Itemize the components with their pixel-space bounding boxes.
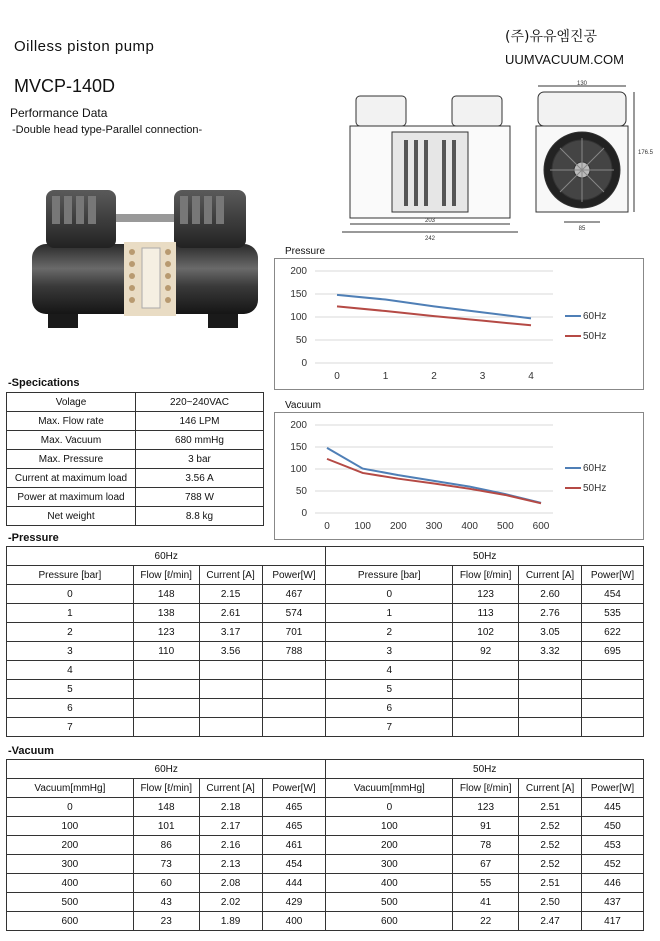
table-cell: 2.08 <box>199 874 262 893</box>
spec-value: 680 mmHg <box>136 431 264 450</box>
table-cell: 600 <box>326 912 453 931</box>
table-cell: 3.17 <box>199 623 262 642</box>
col-header: Pressure [bar] <box>326 566 453 585</box>
table-cell: 535 <box>581 604 643 623</box>
table-row <box>7 604 644 623</box>
legend-label: 60Hz <box>583 311 607 322</box>
table-cell: 0 <box>326 585 453 604</box>
y-tick-label: 100 <box>290 464 307 475</box>
table-cell <box>262 718 326 737</box>
table-cell: 123 <box>453 585 519 604</box>
x-tick-label: 1 <box>382 371 389 382</box>
table-cell: 2.52 <box>519 855 582 874</box>
table-cell <box>581 718 643 737</box>
table-cell: 2.17 <box>199 817 262 836</box>
table-cell: 454 <box>262 855 326 874</box>
table-row <box>7 642 644 661</box>
table-row <box>7 661 644 680</box>
spec-row <box>7 469 264 488</box>
y-tick-label: 0 <box>301 358 307 369</box>
table-cell: 4 <box>326 661 453 680</box>
table-cell: 3.05 <box>519 623 582 642</box>
spec-row <box>7 393 264 412</box>
table-cell: 465 <box>262 798 326 817</box>
table-cell: 2.13 <box>199 855 262 874</box>
col-header: Vacuum[mmHg] <box>7 779 134 798</box>
series-line-60hz <box>327 448 541 503</box>
table-cell: 2.60 <box>519 585 582 604</box>
table-cell: 446 <box>582 874 644 893</box>
pump-photo <box>28 182 260 334</box>
col-header: Flow [ℓ/min] <box>133 566 199 585</box>
spec-label: Max. Pressure <box>7 450 136 469</box>
col-header: Current [A] <box>519 779 582 798</box>
table-cell: 2.15 <box>199 585 262 604</box>
vacuum-chart <box>274 412 644 540</box>
table-cell: 300 <box>326 855 453 874</box>
spec-row <box>7 431 264 450</box>
table-cell: 1 <box>326 604 453 623</box>
table-cell: 22 <box>453 912 519 931</box>
table-cell: 0 <box>326 798 453 817</box>
table-cell: 2.16 <box>199 836 262 855</box>
table-cell: 500 <box>7 893 134 912</box>
table-cell: 6 <box>326 699 453 718</box>
vacuum-chart-title: Vacuum <box>285 400 321 411</box>
table-cell <box>262 699 326 718</box>
table-cell: 2.02 <box>199 893 262 912</box>
dim-length1-label: 203 <box>424 218 436 224</box>
legend-label: 60Hz <box>583 463 607 474</box>
table-cell: 67 <box>453 855 519 874</box>
model-name: MVCP-140D <box>14 76 116 96</box>
col-header: Current [A] <box>519 566 582 585</box>
x-tick-label: 600 <box>532 521 550 532</box>
table-cell: 2.47 <box>519 912 582 931</box>
table-cell: 148 <box>133 798 199 817</box>
specifications-table <box>6 392 264 526</box>
table-row <box>7 874 644 893</box>
performance-heading: Performance Data <box>10 106 108 120</box>
table-row <box>7 699 644 718</box>
table-cell: 2.61 <box>199 604 262 623</box>
table-cell <box>453 680 519 699</box>
table-cell: 3.56 <box>199 642 262 661</box>
spec-value: 788 W <box>136 488 264 507</box>
dim-length2-label: 242 <box>424 236 436 242</box>
table-cell: 100 <box>7 817 134 836</box>
col-header: Flow [ℓ/min] <box>453 566 519 585</box>
table-cell: 6 <box>7 699 134 718</box>
table-cell <box>453 661 519 680</box>
table-cell: 450 <box>582 817 644 836</box>
spec-value: 8.8 kg <box>136 507 264 526</box>
spec-row <box>7 450 264 469</box>
table-cell: 2 <box>326 623 453 642</box>
y-tick-label: 150 <box>290 289 307 300</box>
table-cell <box>581 680 643 699</box>
col-header: Power[W] <box>262 566 326 585</box>
col-header: Power[W] <box>581 566 643 585</box>
col-header: Current [A] <box>199 779 262 798</box>
performance-subheading: -Double head type-Parallel connection- <box>12 124 203 136</box>
col-header: Current [A] <box>199 566 262 585</box>
y-tick-label: 50 <box>295 335 307 346</box>
table-cell <box>133 699 199 718</box>
series-line-60hz <box>337 295 531 318</box>
dim-base-label: 85 <box>578 226 586 232</box>
table-cell: 86 <box>133 836 199 855</box>
table-cell <box>581 699 643 718</box>
table-cell: 1 <box>7 604 134 623</box>
table-cell: 2 <box>7 623 134 642</box>
table-cell: 0 <box>7 585 134 604</box>
col-header: Pressure [bar] <box>7 566 134 585</box>
table-cell: 701 <box>262 623 326 642</box>
table-cell: 2.52 <box>519 836 582 855</box>
table-cell: 400 <box>7 874 134 893</box>
table-cell <box>199 718 262 737</box>
table-cell: 2.76 <box>519 604 582 623</box>
table-cell: 123 <box>133 623 199 642</box>
table-cell <box>133 718 199 737</box>
y-tick-label: 200 <box>290 420 307 431</box>
company-name: (주)유유엠진공 <box>505 29 598 45</box>
table-row <box>7 623 644 642</box>
spec-label: Max. Flow rate <box>7 412 136 431</box>
pressure-chart-title: Pressure <box>285 246 326 257</box>
pressure-60hz-header: 60Hz <box>7 547 326 566</box>
table-cell: 417 <box>582 912 644 931</box>
legend-label: 50Hz <box>583 331 607 342</box>
table-cell: 453 <box>582 836 644 855</box>
col-header: Power[W] <box>582 779 644 798</box>
spec-value: 3.56 A <box>136 469 264 488</box>
table-cell: 200 <box>7 836 134 855</box>
table-cell: 0 <box>7 798 134 817</box>
table-cell: 300 <box>7 855 134 874</box>
x-tick-label: 0 <box>334 371 340 382</box>
x-tick-label: 200 <box>389 521 407 532</box>
table-cell: 101 <box>133 817 199 836</box>
x-tick-label: 4 <box>528 371 534 382</box>
table-cell: 7 <box>7 718 134 737</box>
table-cell: 3 <box>7 642 134 661</box>
table-cell: 2.18 <box>199 798 262 817</box>
table-cell <box>519 661 582 680</box>
x-tick-label: 3 <box>479 371 486 382</box>
table-cell: 3.32 <box>519 642 582 661</box>
pressure-table-heading: -Pressure <box>8 532 59 544</box>
dim-height-label: 176.5 <box>638 150 654 156</box>
table-cell: 43 <box>133 893 199 912</box>
table-cell <box>519 718 582 737</box>
table-cell <box>519 699 582 718</box>
table-cell: 73 <box>133 855 199 874</box>
x-tick-label: 100 <box>354 521 372 532</box>
pressure-table <box>6 546 644 737</box>
table-cell: 454 <box>581 585 643 604</box>
table-cell: 100 <box>326 817 453 836</box>
vacuum-60hz-header: 60Hz <box>7 760 326 779</box>
table-cell: 622 <box>581 623 643 642</box>
spec-value: 146 LPM <box>136 412 264 431</box>
table-cell: 452 <box>582 855 644 874</box>
spec-label: Current at maximum load <box>7 469 136 488</box>
table-row <box>7 893 644 912</box>
table-cell: 102 <box>453 623 519 642</box>
spec-label: Power at maximum load <box>7 488 136 507</box>
table-cell: 41 <box>453 893 519 912</box>
table-cell: 5 <box>326 680 453 699</box>
x-tick-label: 0 <box>324 521 330 532</box>
y-tick-label: 50 <box>295 486 307 497</box>
table-cell: 123 <box>453 798 519 817</box>
col-header: Vacuum[mmHg] <box>326 779 453 798</box>
table-cell <box>262 680 326 699</box>
table-cell: 2.51 <box>519 874 582 893</box>
pressure-50hz-header: 50Hz <box>326 547 644 566</box>
table-cell: 110 <box>133 642 199 661</box>
table-cell: 400 <box>262 912 326 931</box>
spec-label: Max. Vacuum <box>7 431 136 450</box>
series-line-50hz <box>337 306 531 325</box>
table-cell: 60 <box>133 874 199 893</box>
x-tick-label: 400 <box>461 521 479 532</box>
technical-drawing <box>342 81 654 242</box>
table-cell: 55 <box>453 874 519 893</box>
table-cell: 400 <box>326 874 453 893</box>
table-row <box>7 798 644 817</box>
table-cell: 148 <box>133 585 199 604</box>
table-cell: 3 <box>326 642 453 661</box>
table-cell: 429 <box>262 893 326 912</box>
table-cell <box>519 680 582 699</box>
x-tick-label: 500 <box>496 521 514 532</box>
table-cell: 444 <box>262 874 326 893</box>
table-cell: 7 <box>326 718 453 737</box>
table-cell <box>199 661 262 680</box>
table-cell <box>453 699 519 718</box>
table-row <box>7 836 644 855</box>
spec-value: 220~240VAC <box>136 393 264 412</box>
x-tick-label: 2 <box>431 371 437 382</box>
table-cell: 78 <box>453 836 519 855</box>
vacuum-50hz-header: 50Hz <box>326 760 644 779</box>
table-row <box>7 680 644 699</box>
spec-label: Net weight <box>7 507 136 526</box>
table-cell: 5 <box>7 680 134 699</box>
vacuum-table-heading: -Vacuum <box>8 745 54 757</box>
spec-row <box>7 507 264 526</box>
table-cell: 437 <box>582 893 644 912</box>
col-header: Flow [ℓ/min] <box>453 779 519 798</box>
table-cell: 4 <box>7 661 134 680</box>
y-tick-label: 200 <box>290 266 307 277</box>
table-row <box>7 817 644 836</box>
x-tick-label: 300 <box>425 521 443 532</box>
table-cell: 138 <box>133 604 199 623</box>
specifications-heading: -Specications <box>8 377 80 389</box>
spec-row <box>7 488 264 507</box>
table-cell: 113 <box>453 604 519 623</box>
table-cell <box>581 661 643 680</box>
table-cell: 92 <box>453 642 519 661</box>
legend-label: 50Hz <box>583 483 607 494</box>
table-cell <box>199 680 262 699</box>
table-cell <box>133 661 199 680</box>
table-cell: 200 <box>326 836 453 855</box>
table-cell: 23 <box>133 912 199 931</box>
pressure-chart <box>274 258 644 390</box>
table-cell <box>199 699 262 718</box>
col-header: Power[W] <box>262 779 326 798</box>
table-cell: 461 <box>262 836 326 855</box>
table-cell <box>133 680 199 699</box>
table-row <box>7 912 644 931</box>
y-tick-label: 100 <box>290 312 307 323</box>
company-url: UUMVACUUM.COM <box>505 52 624 67</box>
table-cell: 695 <box>581 642 643 661</box>
table-cell: 600 <box>7 912 134 931</box>
table-row <box>7 718 644 737</box>
table-cell: 467 <box>262 585 326 604</box>
col-header: Flow [ℓ/min] <box>133 779 199 798</box>
table-row <box>7 585 644 604</box>
table-cell <box>262 661 326 680</box>
product-title: Oilless piston pump <box>14 38 155 55</box>
table-cell <box>453 718 519 737</box>
vacuum-table <box>6 759 644 931</box>
dim-width-label: 130 <box>576 81 588 87</box>
table-cell: 465 <box>262 817 326 836</box>
table-cell: 2.51 <box>519 798 582 817</box>
table-cell: 788 <box>262 642 326 661</box>
y-tick-label: 150 <box>290 442 307 453</box>
table-cell: 445 <box>582 798 644 817</box>
y-tick-label: 0 <box>301 508 307 519</box>
table-cell: 2.52 <box>519 817 582 836</box>
table-row <box>7 855 644 874</box>
table-cell: 500 <box>326 893 453 912</box>
table-cell: 1.89 <box>199 912 262 931</box>
table-cell: 2.50 <box>519 893 582 912</box>
spec-row <box>7 412 264 431</box>
table-cell: 91 <box>453 817 519 836</box>
spec-label: Volage <box>7 393 136 412</box>
spec-value: 3 bar <box>136 450 264 469</box>
table-cell: 574 <box>262 604 326 623</box>
